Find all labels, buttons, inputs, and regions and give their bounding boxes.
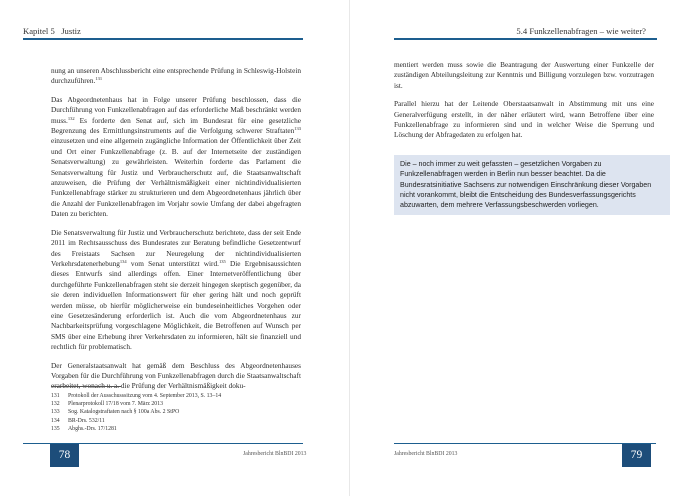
summary-callout: Die – noch immer zu weit gefassten – gesetzlichen Vorgaben zu Funkzellenabfragen werden in Berlin nun besser beachtet. Da die Bundesratsinitiative Sachsens zur notwendigen Einschränkung dieser Vorgaben nicht vorankommt, bleibt die Entscheidung des Bundesverfassungsgerichts abzuwarten, dem mehrere Verfassungsbeschwerden vorliegen.: [394, 155, 670, 215]
header-rule: [394, 38, 657, 40]
footnote-number: 131: [51, 393, 60, 399]
footnote: [51, 408, 301, 416]
footnote-number: 134: [51, 417, 60, 424]
footnote: [51, 417, 301, 425]
footnote-text: Abghs.-Drs. 17/1281: [68, 425, 117, 432]
footnote-number: 135: [51, 425, 60, 432]
paragraph: nung an unseren Abschlussbericht eine entsprechende Prüfung in Schleswig-Holstein durchzuführen.$^{131}$: [51, 66, 301, 86]
footnote-text: Sog. Katalogstraftaten nach § 100a Abs. 2 StPO: [68, 409, 180, 416]
footer-text: Jahresbericht BlnBDI 2013: [243, 451, 307, 457]
footnote-text: BR-Drs. 532/11: [68, 417, 105, 424]
footnote-rule: [51, 386, 121, 387]
page-number: 78: [50, 444, 79, 467]
section-header: 5.4 Funkzellenabfragen – wie weiter?: [516, 26, 646, 36]
right-page: [350, 0, 700, 496]
paragraph: Der Generalstaatsanwalt hat gemäß dem Beschluss des Abgeordnetenhauses Vorgaben für die Durchführung von Funkzellenabfragen durch die Staatsanwaltschaft erarbeitet, wonach u. a. die Prüfung der Verhältnismäßigkeit doku-: [51, 360, 301, 391]
footnote-text: Plenarprotokoll 17/18 vom 7. März 2013: [68, 401, 163, 408]
footnote-ref: 134: [119, 258, 127, 264]
footnote-ref: 132: [67, 115, 75, 121]
header-rule: [23, 38, 303, 40]
footnote-ref: 131: [95, 76, 103, 82]
right-body-text: [394, 60, 654, 149]
left-body-text: [51, 66, 301, 400]
footer-text: Jahresbericht BlnBDI 2013: [394, 451, 458, 457]
chapter-title: Justiz: [61, 26, 81, 36]
footer-rule: [394, 443, 656, 444]
footnote: [51, 425, 301, 433]
chapter-header: [23, 26, 81, 36]
page-number: 79: [622, 444, 651, 467]
footnote-ref: 135: [218, 258, 226, 264]
paragraph: Parallel hierzu hat der Leitende Oberstaatsanwalt in Abstimmung mit uns eine Generalverfügung erstellt, in der näher erläutert wird, wann Betroffene über eine Funkzellenabfrage zu informieren sind und in welcher Weise die Sperrung und Löschung der Abfragedaten zu erfolgen hat.: [394, 99, 654, 140]
footnote-text: Protokoll der Ausschusssitzung vom 4. September 2013, S. 13–14: [68, 393, 222, 399]
footnote-ref: 133: [294, 126, 301, 132]
paragraph: mentiert werden muss sowie die Beantragung der Auswertung einer Funkzelle der zuständigen Abteilungsleitung zur Kenntnis und Billigung vorzulegen bzw. vorzutragen ist.: [394, 60, 654, 90]
footnote-number: 133: [51, 409, 60, 416]
footnote: [51, 392, 301, 400]
paragraph: Die Senatsverwaltung für Justiz und Verbraucherschutz berichtete, dass der seit Ende 2011 im Rechtsausschuss des Bundesrates zur Beratung befindliche Gesetzentwurf des Freistaats Sachsen zur Neuregelung der nichtindividualisierten Verkehrsdatenerhebung$^{134}$ vom Senat unterstützt wird.$^{135}$ Die Ergebnisaussichten dieses Entwurfs sind allerdings offen. Einer Internetveröffentlichung über durchgeführte Funkzellenabfragen steht sie derzeit hingegen skeptisch gegenüber, da sie deren individuellen Informationswert für eher gering hält und noch geprüft werden müsse, ob hierfür möglicherweise ein bundeseinheitliches Vorgehen oder eine Gesetzesänderung erforderlich ist. Auch die vom Abgeordnetenhaus zur Nachbarkeitsprüfung vorgeschlagene Möglichkeit, die Betroffenen auf Wunsch per SMS über eine Erhebung ihrer Verkehrsdaten zu informieren, hält sie finanziell und rechtlich für problematisch.: [51, 227, 302, 352]
paragraph: Das Abgeordnetenhaus hat in Folge unserer Prüfung beschlossen, dass die Durchführung von Funkzellenabfragen auf das erforderliche Maß beschränkt werden muss.$^{132}$ Es forderte den Senat auf, sich im Bundesrat für eine gesetzliche Begrenzung des Ermittlungsinstruments auf die Verfolgung schwerer Straftaten$^{133}$ einzusetzen und eine allgemein zugängliche Information der Öffentlichkeit über Zeit und Ort einer Funkzellenabfrage (z. B. auf der Internetseite der zuständigen Senatsverwaltung) zu gewährleisten. Weiterhin forderte das Parlament die Senatsverwaltung für Justiz und Verbraucherschutz auf, die Staatsanwaltschaft anzuweisen, die Prüfung der Verhältnismäßigkeit einer nichtindividualisierten Funkzellenabfrage stärker zu strukturieren und dem Abgeordnetenhaus jährlich über die Anzahl der Funkzellenabfragen im Vorjahr sowie Umfang der dabei abgefragten Daten zu berichten.: [51, 94, 301, 219]
footnotes: [51, 392, 301, 433]
footnote: [51, 400, 301, 408]
chapter-label: Kapitel 5: [23, 26, 55, 36]
footnote-number: 132: [51, 401, 60, 408]
